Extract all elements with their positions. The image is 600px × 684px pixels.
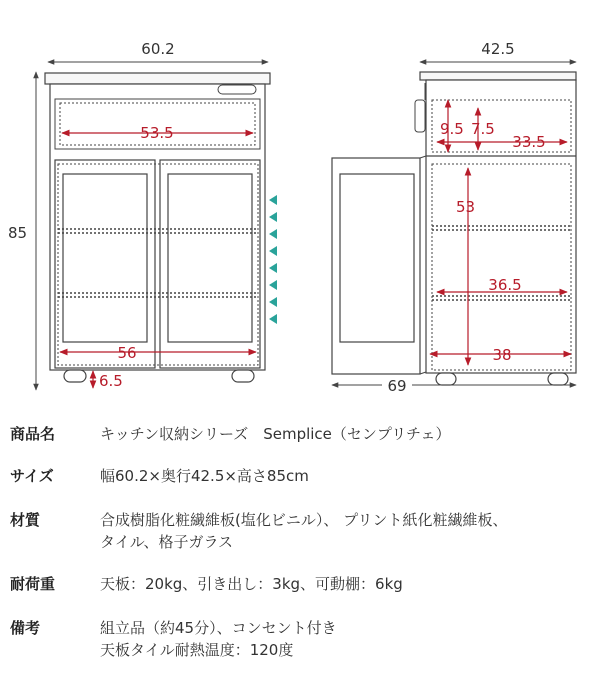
- spec-label: 備考: [10, 619, 41, 637]
- caster-right: [232, 370, 254, 382]
- drawer-height-b-label: 7.5: [471, 120, 495, 138]
- drawer-height-a-label: 9.5: [440, 120, 464, 138]
- spec-value: 天板：20kg、引き出し：3kg、可動棚：6kg: [100, 575, 403, 593]
- spec-label: 材質: [10, 511, 41, 529]
- spec-label: サイズ: [10, 467, 54, 485]
- front-height-label: 85: [8, 224, 28, 242]
- open-depth-label: 69: [387, 377, 407, 395]
- spec-label: 商品名: [10, 425, 56, 443]
- side-caster-right: [548, 373, 568, 385]
- spec-value: キッチン収納シリーズ Semplice（センプリチェ）: [100, 425, 451, 443]
- drawer-depth-label: 33.5: [512, 133, 546, 151]
- plug-icon: [415, 100, 425, 132]
- front-width-label: 60.2: [141, 40, 175, 58]
- spec-value: 幅60.2×奥行42.5×高さ85cm: [100, 467, 309, 485]
- shelf-position-markers: [269, 195, 277, 324]
- cabinet-height-label: 53: [456, 198, 476, 216]
- front-view: [8, 40, 277, 390]
- side-caster-left: [436, 373, 456, 385]
- drawer-width-label: 53.5: [140, 124, 174, 142]
- side-view: [332, 40, 576, 395]
- top-board: [45, 73, 270, 84]
- side-top-board: [420, 72, 576, 80]
- side-depth-label: 42.5: [481, 40, 515, 58]
- caster-height-label: 6.5: [99, 372, 123, 390]
- spec-label: 耐荷重: [10, 575, 56, 593]
- outlet-icon: [218, 85, 256, 94]
- caster-left: [64, 370, 86, 382]
- spec-value: 組立品（約45分）、コンセント付き 天板タイル耐熱温度：120度: [100, 619, 337, 659]
- inner-width-label: 56: [117, 344, 137, 362]
- shelf-depth-label: 36.5: [488, 276, 522, 294]
- spec-value: 合成樹脂化粧繊維板(塩化ビニル）、 プリント紙化粧繊維板、 タイル、格子ガラス: [100, 511, 508, 551]
- inner-depth-label: 38: [492, 346, 512, 364]
